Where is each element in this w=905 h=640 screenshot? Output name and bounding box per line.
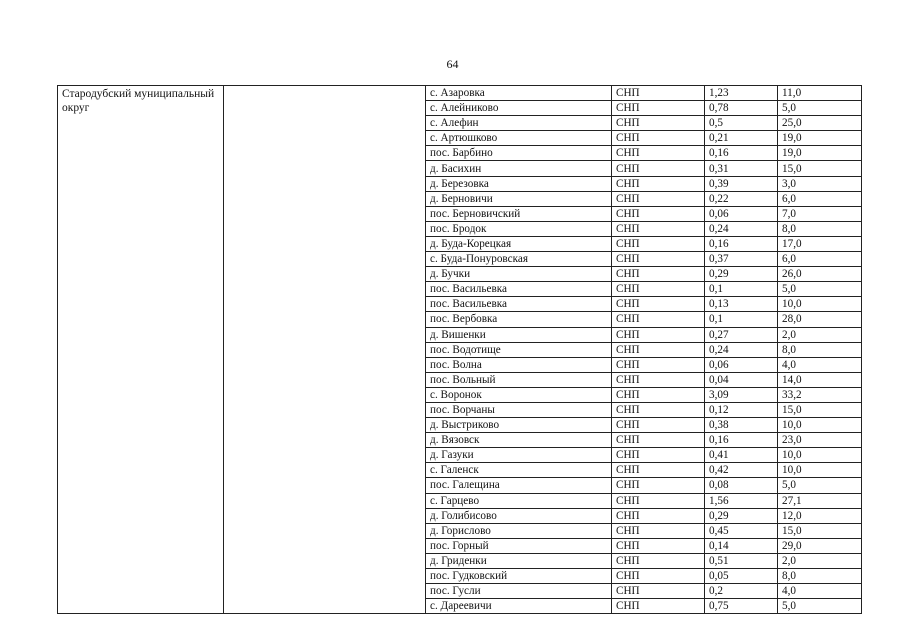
area-value: 0,37: [705, 252, 778, 267]
area-value: 0,75: [705, 599, 778, 614]
area-value: 1,56: [705, 493, 778, 508]
distance-value: 29,0: [778, 538, 862, 553]
area-value: 0,27: [705, 327, 778, 342]
settlement-type: СНП: [612, 569, 705, 584]
distance-value: 10,0: [778, 448, 862, 463]
distance-value: 17,0: [778, 236, 862, 251]
area-value: 0,45: [705, 523, 778, 538]
distance-value: 23,0: [778, 433, 862, 448]
settlement-name: пос. Гудковский: [426, 569, 612, 584]
area-value: 0,05: [705, 569, 778, 584]
area-value: 0,16: [705, 433, 778, 448]
settlement-type: СНП: [612, 267, 705, 282]
area-value: 0,78: [705, 101, 778, 116]
settlement-type: СНП: [612, 478, 705, 493]
area-value: 0,5: [705, 116, 778, 131]
settlement-name: д. Выстриково: [426, 418, 612, 433]
settlement-type: СНП: [612, 599, 705, 614]
settlement-type: СНП: [612, 221, 705, 236]
settlement-name: с. Алейниково: [426, 101, 612, 116]
area-value: 0,22: [705, 191, 778, 206]
settlement-type: СНП: [612, 402, 705, 417]
distance-value: 3,0: [778, 176, 862, 191]
area-value: 0,04: [705, 372, 778, 387]
settlement-type: СНП: [612, 176, 705, 191]
distance-value: 10,0: [778, 418, 862, 433]
distance-value: 19,0: [778, 131, 862, 146]
distance-value: 28,0: [778, 312, 862, 327]
area-value: 1,23: [705, 86, 778, 101]
settlement-type: СНП: [612, 236, 705, 251]
distance-value: 26,0: [778, 267, 862, 282]
settlement-name: пос. Водотище: [426, 342, 612, 357]
distance-value: 15,0: [778, 402, 862, 417]
distance-value: 15,0: [778, 523, 862, 538]
distance-value: 4,0: [778, 357, 862, 372]
settlement-name: пос. Гусли: [426, 584, 612, 599]
distance-value: 5,0: [778, 599, 862, 614]
distance-value: 6,0: [778, 252, 862, 267]
settlement-name: д. Берновичи: [426, 191, 612, 206]
settlement-name: д. Голибисово: [426, 508, 612, 523]
settlement-name: с. Галенск: [426, 463, 612, 478]
area-value: 0,21: [705, 131, 778, 146]
settlement-name: пос. Волна: [426, 357, 612, 372]
settlement-type: СНП: [612, 297, 705, 312]
page-number: 64: [446, 57, 459, 71]
area-value: 0,06: [705, 357, 778, 372]
distance-value: 8,0: [778, 221, 862, 236]
distance-value: 7,0: [778, 206, 862, 221]
table-body: [58, 86, 862, 614]
area-value: 0,31: [705, 161, 778, 176]
settlement-name: с. Буда-Понуровская: [426, 252, 612, 267]
settlement-type: СНП: [612, 101, 705, 116]
area-value: 0,16: [705, 236, 778, 251]
settlement-type: СНП: [612, 493, 705, 508]
settlement-type: СНП: [612, 146, 705, 161]
empty-column: [224, 86, 426, 614]
settlement-type: СНП: [612, 161, 705, 176]
distance-value: 4,0: [778, 584, 862, 599]
settlement-name: д. Горислово: [426, 523, 612, 538]
settlement-type: СНП: [612, 584, 705, 599]
distance-value: 27,1: [778, 493, 862, 508]
settlement-type: СНП: [612, 508, 705, 523]
settlement-type: СНП: [612, 553, 705, 568]
area-value: 0,06: [705, 206, 778, 221]
settlement-type: СНП: [612, 342, 705, 357]
settlement-type: СНП: [612, 463, 705, 478]
distance-value: 8,0: [778, 342, 862, 357]
settlement-name: пос. Вольный: [426, 372, 612, 387]
settlement-name: д. Буда-Корецкая: [426, 236, 612, 251]
area-value: 0,24: [705, 342, 778, 357]
settlement-type: СНП: [612, 418, 705, 433]
area-value: 0,41: [705, 448, 778, 463]
area-value: 0,29: [705, 267, 778, 282]
distance-value: 10,0: [778, 463, 862, 478]
distance-value: 19,0: [778, 146, 862, 161]
settlement-name: д. Вишенки: [426, 327, 612, 342]
distance-value: 12,0: [778, 508, 862, 523]
settlement-name: д. Березовка: [426, 176, 612, 191]
distance-value: 8,0: [778, 569, 862, 584]
settlement-name: д. Басихин: [426, 161, 612, 176]
settlement-type: СНП: [612, 387, 705, 402]
settlement-type: СНП: [612, 131, 705, 146]
settlement-type: СНП: [612, 206, 705, 221]
settlement-name: д. Вязовск: [426, 433, 612, 448]
distance-value: 5,0: [778, 478, 862, 493]
district-name: Стародубский муниципальный округ: [58, 86, 224, 614]
settlement-type: СНП: [612, 282, 705, 297]
settlement-name: пос. Васильевка: [426, 282, 612, 297]
area-value: 0,2: [705, 584, 778, 599]
area-value: 0,13: [705, 297, 778, 312]
area-value: 0,42: [705, 463, 778, 478]
settlement-name: пос. Вербовка: [426, 312, 612, 327]
area-value: 0,14: [705, 538, 778, 553]
area-value: 0,08: [705, 478, 778, 493]
settlement-name: с. Дареевичи: [426, 599, 612, 614]
settlement-name: с. Алефин: [426, 116, 612, 131]
settlement-name: пос. Ворчаны: [426, 402, 612, 417]
distance-value: 5,0: [778, 282, 862, 297]
settlement-name: пос. Барбино: [426, 146, 612, 161]
area-value: 0,16: [705, 146, 778, 161]
settlement-name: с. Артюшково: [426, 131, 612, 146]
distance-value: 2,0: [778, 553, 862, 568]
area-value: 0,1: [705, 312, 778, 327]
distance-value: 14,0: [778, 372, 862, 387]
settlement-type: СНП: [612, 433, 705, 448]
settlement-type: СНП: [612, 116, 705, 131]
settlement-name: с. Воронок: [426, 387, 612, 402]
settlement-type: СНП: [612, 448, 705, 463]
settlement-type: СНП: [612, 538, 705, 553]
area-value: 0,1: [705, 282, 778, 297]
distance-value: 10,0: [778, 297, 862, 312]
area-value: 3,09: [705, 387, 778, 402]
settlement-name: с. Азаровка: [426, 86, 612, 101]
settlement-type: СНП: [612, 523, 705, 538]
distance-value: 33,2: [778, 387, 862, 402]
settlement-type: СНП: [612, 372, 705, 387]
settlement-name: д. Гриденки: [426, 553, 612, 568]
settlement-name: пос. Берновичский: [426, 206, 612, 221]
area-value: 0,24: [705, 221, 778, 236]
settlement-type: СНП: [612, 252, 705, 267]
settlements-table: [57, 85, 862, 614]
distance-value: 6,0: [778, 191, 862, 206]
settlement-type: СНП: [612, 312, 705, 327]
area-value: 0,51: [705, 553, 778, 568]
settlement-name: пос. Бродок: [426, 221, 612, 236]
distance-value: 25,0: [778, 116, 862, 131]
area-value: 0,29: [705, 508, 778, 523]
area-value: 0,38: [705, 418, 778, 433]
distance-value: 2,0: [778, 327, 862, 342]
distance-value: 11,0: [778, 86, 862, 101]
settlement-name: пос. Васильевка: [426, 297, 612, 312]
settlement-type: СНП: [612, 86, 705, 101]
settlement-name: д. Газуки: [426, 448, 612, 463]
distance-value: 5,0: [778, 101, 862, 116]
table-row: [58, 86, 862, 101]
settlement-name: пос. Галещина: [426, 478, 612, 493]
settlement-name: пос. Горный: [426, 538, 612, 553]
distance-value: 15,0: [778, 161, 862, 176]
area-value: 0,12: [705, 402, 778, 417]
area-value: 0,39: [705, 176, 778, 191]
settlement-type: СНП: [612, 327, 705, 342]
settlement-type: СНП: [612, 191, 705, 206]
settlement-name: с. Гарцево: [426, 493, 612, 508]
settlement-name: д. Бучки: [426, 267, 612, 282]
settlement-type: СНП: [612, 357, 705, 372]
